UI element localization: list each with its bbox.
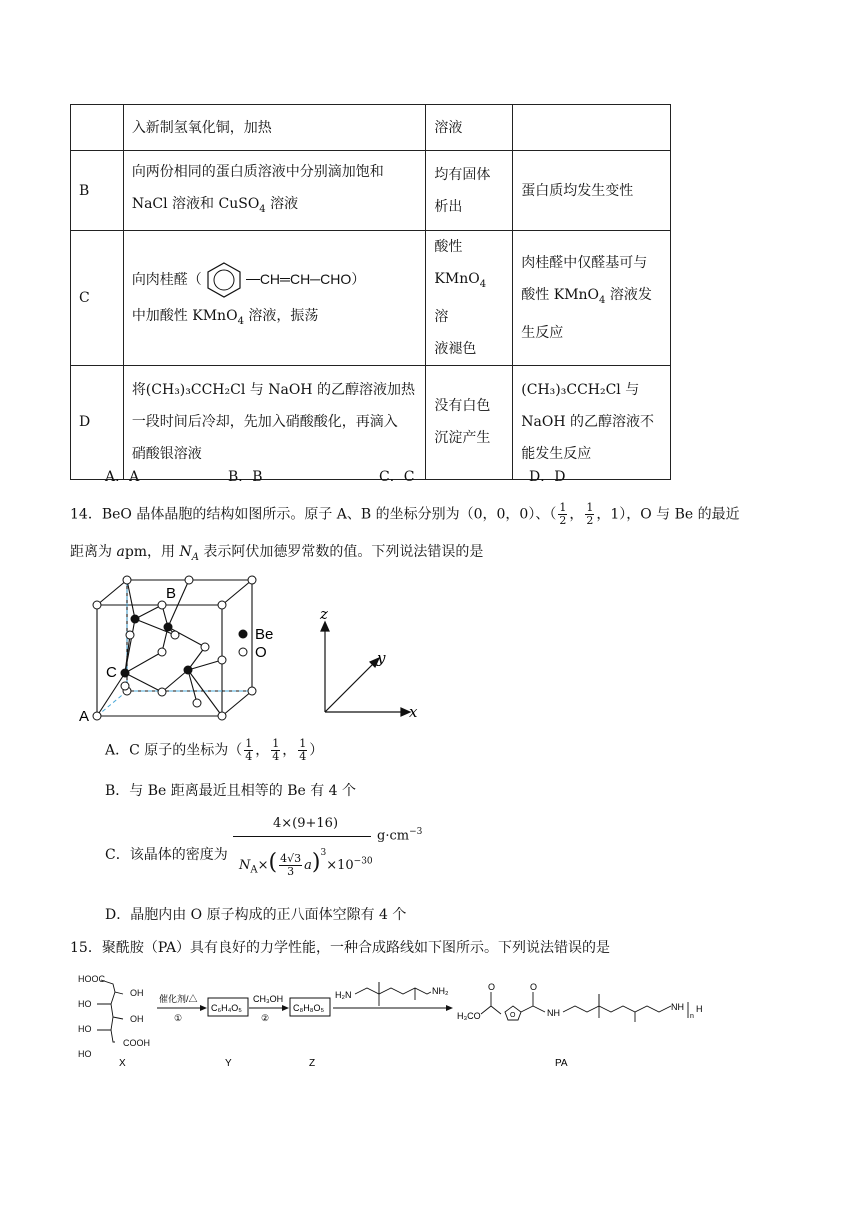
option-d[interactable]: D．D: [529, 469, 566, 485]
synthesis-route-diagram: [75, 962, 795, 1072]
conclusion-cell: [513, 105, 671, 151]
legend-o-label: O: [255, 644, 267, 661]
axis-z-label: z: [320, 605, 328, 623]
atom-c-label: C: [106, 664, 117, 681]
table-row: [71, 231, 671, 366]
operation-cell: [123, 151, 426, 231]
compound-label-pa: PA: [555, 1058, 568, 1069]
option-a[interactable]: A．A: [105, 469, 140, 485]
question-14-stem: 14．BeO 晶体晶胞的结构如图所示。原子 A、B 的坐标分别为（0，0，0）、（ $\frac{1}{2}$ ， $\frac{1}{2}$ ，1），O 与 Be 的最近: [70, 501, 740, 527]
furan-oxygen: O: [510, 1012, 516, 1019]
row-key: B: [71, 151, 124, 231]
operation-cell: 将(CH₃)₃CCH₂Cl 与 NaOH 的乙醇溶液加热 一段时间后冷却，先加入硝酸酸化，再滴入 硝酸银溶液: [123, 365, 426, 479]
density-denominator: $N_A\times$( $\frac{4√3}{3}$ $a)^3\times 10^{-30}$: [239, 848, 373, 878]
x-group: COOH: [123, 1038, 150, 1048]
q14-option-b[interactable]: B．与 Be 距离最近且相等的 Be 有 4 个: [105, 783, 357, 799]
step1-reagent: 催化剂/△: [159, 994, 198, 1004]
cinnamaldehyde-formula: CH═CH─CHO: [259, 270, 352, 287]
operation-line: 向两份相同的蛋白质溶液中分别滴加饱和: [131, 163, 384, 180]
step2-reagent: CH₃OH: [253, 994, 284, 1004]
step1-number: ①: [174, 1013, 183, 1023]
legend-be-label: Be: [255, 626, 274, 643]
experiment-table: [70, 104, 671, 480]
pa-repeat-n: n: [690, 1013, 694, 1020]
x-group: HO: [78, 999, 92, 1009]
operation-cell: 入新制氢氧化铜，加热: [123, 105, 426, 151]
density-numerator: 4×(9+16): [273, 816, 339, 831]
row-key: C: [71, 231, 124, 366]
pa-terminal-h: H: [696, 1004, 703, 1014]
phenomenon-cell: 均有固体 析出: [426, 151, 513, 231]
conclusion-cell: 肉桂醛中仅醛基可与 酸性 KMnO$_4$ 溶液发 生反应: [513, 231, 671, 366]
pa-oxygen: O: [488, 982, 496, 992]
x-group: HOOC: [78, 974, 105, 984]
phenomenon-cell: 酸性 KMnO$_4$ 溶 液褪色: [426, 231, 513, 366]
operation-cell: 向肉桂醛（ CH═CH─CHO） 中加酸性 KMnO$_4$ 溶液，振荡: [123, 231, 426, 366]
atom-b-label: B: [166, 585, 177, 602]
compound-label-x: X: [119, 1058, 126, 1069]
x-group: OH: [130, 1014, 144, 1024]
crystal-cell-diagram: [75, 575, 435, 725]
x-group: HO: [78, 1049, 92, 1059]
operation-line: NaCl 溶液和 CuSO$_4$ 溶液: [131, 195, 299, 215]
y-formula: C₆H₄O₅: [211, 1003, 242, 1013]
benzene-ring-icon: [202, 260, 246, 300]
q14-option-d[interactable]: D．晶胞内由 O 原子构成的正八面体空隙有 4 个: [105, 907, 407, 923]
atom-a-label: A: [79, 708, 90, 725]
question-14-stem-line2: 距离为 apm，用 $N_A$ 表示阿伏加德罗常数的值。下列说法错误的是: [70, 544, 484, 563]
row-key: D: [71, 365, 124, 479]
table-row: [71, 365, 671, 479]
phenomenon-cell: 没有白色 沉淀产生: [426, 365, 513, 479]
phenomenon-cell: 溶液: [426, 105, 513, 151]
table-row: [71, 151, 671, 231]
pa-left-group: H₃CO: [457, 1011, 481, 1021]
diamine-right: NH₂: [432, 986, 449, 996]
conclusion-cell: 蛋白质均发生变性: [513, 151, 671, 231]
z-formula: C₈H₈O₅: [293, 1003, 325, 1013]
axis-x-label: x: [409, 703, 418, 721]
compound-label-z: Z: [309, 1058, 316, 1069]
pa-oxygen: O: [530, 982, 538, 992]
x-group: HO: [78, 1024, 92, 1034]
option-c[interactable]: C．C: [379, 469, 415, 485]
x-group: OH: [130, 988, 144, 998]
pa-amide-nh: NH: [547, 1008, 560, 1018]
option-b[interactable]: B．B: [228, 469, 263, 485]
axis-y-label: y: [377, 649, 386, 667]
compound-label-y: Y: [225, 1058, 232, 1069]
diamine-left: H₂N: [335, 990, 352, 1000]
q14-option-c[interactable]: C．该晶体的密度为 4×(9+16) $g\cdot cm^{-3}$ $N_A\times$( $\frac{4√3}{3}$ $a)^3\times 10^{-30}$: [105, 816, 423, 878]
row-key: [71, 105, 124, 151]
pa-terminal-nh: NH: [671, 1002, 684, 1012]
table-row: [71, 105, 671, 151]
step2-number: ②: [261, 1013, 270, 1023]
q14-option-a[interactable]: A．C 原子的坐标为（ $\frac{1}{4}$ ， $\frac{1}{4}$ ， $\frac{1}{4}$ ）: [105, 737, 324, 763]
conclusion-cell: (CH₃)₃CCH₂Cl 与 NaOH 的乙醇溶液不 能发生反应: [513, 365, 671, 479]
question-15-stem: 15．聚酰胺（PA）具有良好的力学性能，一种合成路线如下图所示。下列说法错误的是: [70, 940, 611, 956]
